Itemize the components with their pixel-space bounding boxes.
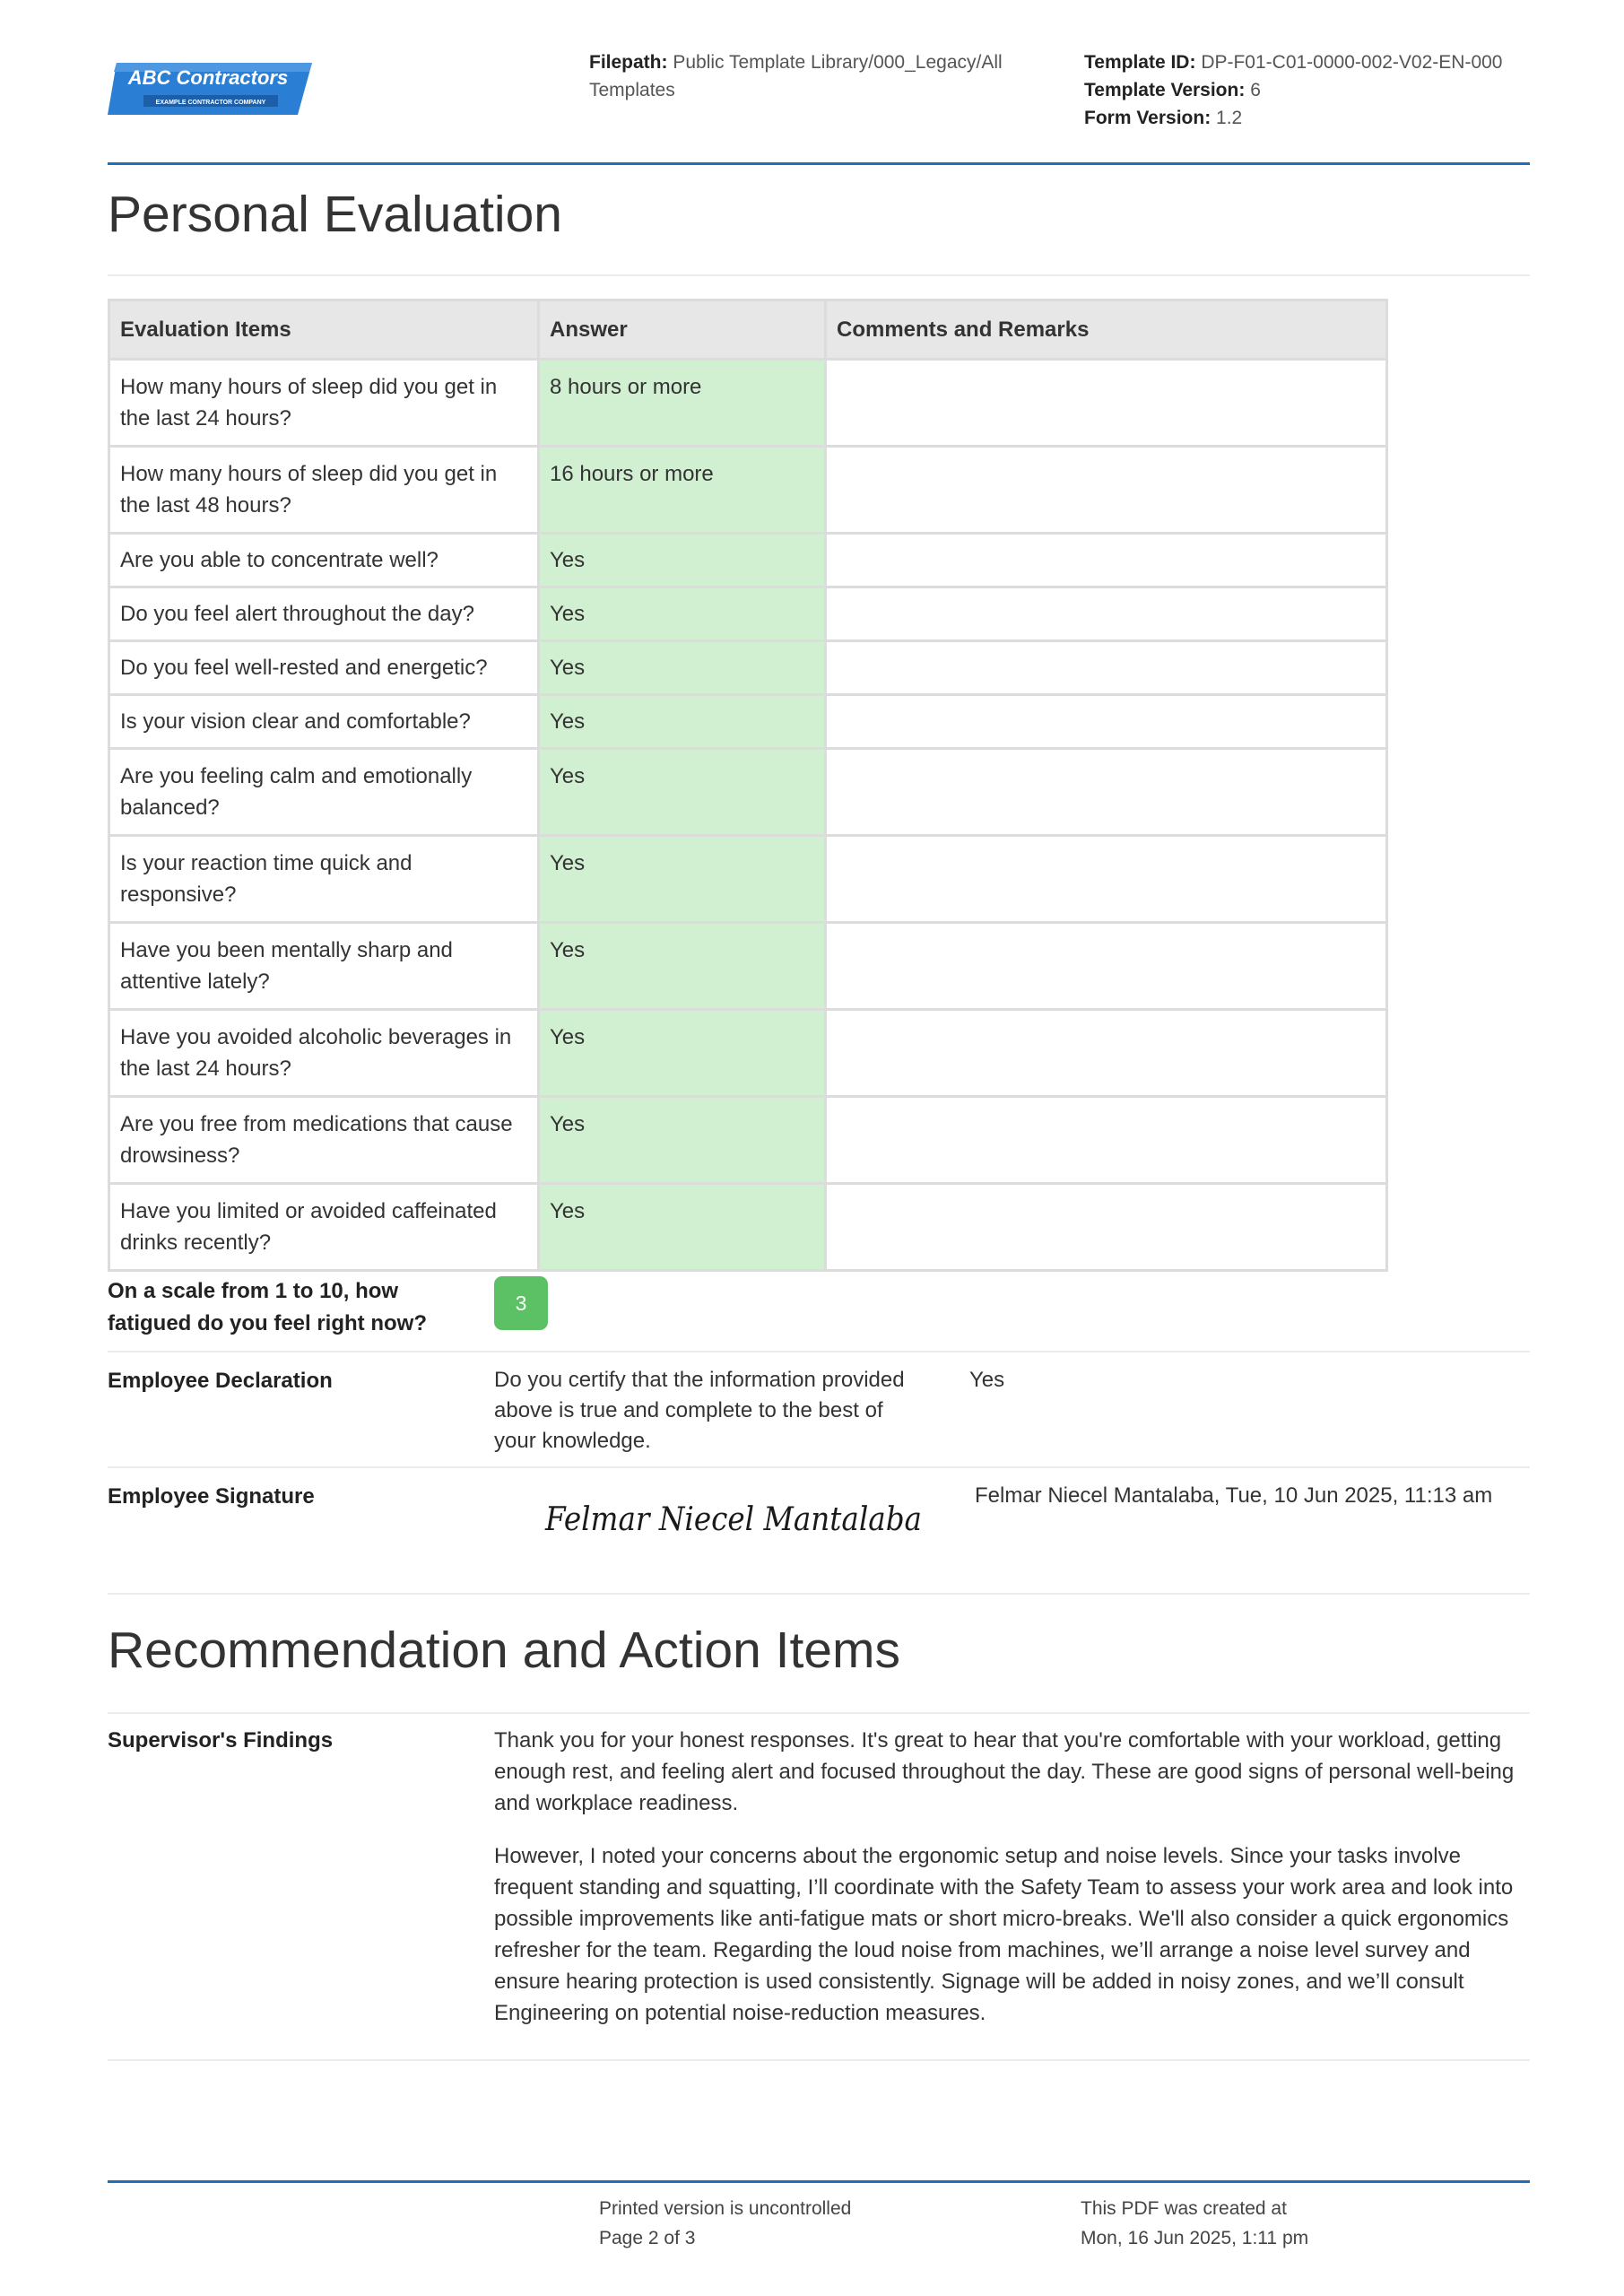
template-id-value: DP-F01-C01-0000-002-V02-EN-000: [1201, 52, 1503, 73]
column-header-items: Evaluation Items: [109, 300, 539, 360]
filepath-block: [589, 48, 1020, 104]
answer-cell: Yes: [539, 641, 826, 695]
section-divider: [108, 2059, 1530, 2061]
table-row: [109, 923, 1387, 1010]
row-divider: [108, 1466, 1530, 1468]
logo-tagline: EXAMPLE CONTRACTOR COMPANY: [155, 100, 266, 106]
page-number: Page 2 of 3: [599, 2228, 696, 2248]
signature-handwriting: Felmar Niecel Mantalaba: [544, 1501, 922, 1538]
signature-image: [536, 1489, 931, 1546]
signature-meta: Felmar Niecel Mantalaba, Tue, 10 Jun 2025, 11:13 am: [975, 1483, 1493, 1508]
answer-cell: Yes: [539, 1184, 826, 1271]
table-row: [109, 695, 1387, 749]
table-row: [109, 587, 1387, 641]
table-row: [109, 1097, 1387, 1184]
question-cell: How many hours of sleep did you get in the last 48 hours?: [109, 447, 539, 534]
answer-cell: Yes: [539, 749, 826, 836]
question-cell: Are you able to concentrate well?: [109, 534, 539, 587]
footer-left: [599, 2194, 851, 2253]
created-value: Mon, 16 Jun 2025, 1:11 pm: [1081, 2228, 1309, 2248]
template-meta: [1084, 48, 1586, 132]
comment-cell: [826, 1010, 1387, 1097]
footer-right: [1081, 2194, 1308, 2253]
filepath-label: Filepath:: [589, 52, 668, 73]
filepath-value: Public Template Library/000_Legacy/All Templates: [589, 52, 1003, 100]
logo-name: ABC Contractors: [127, 66, 289, 89]
section-title-recommendation: Recommendation and Action Items: [108, 1622, 900, 1679]
answer-cell: 8 hours or more: [539, 360, 826, 447]
answer-cell: Yes: [539, 587, 826, 641]
form-version-label: Form Version:: [1084, 108, 1211, 128]
template-id-label: Template ID:: [1084, 52, 1196, 73]
declaration-answer: Yes: [969, 1368, 1005, 1392]
section-divider: [108, 274, 1530, 276]
fatigue-score-badge: 3: [494, 1276, 548, 1330]
answer-cell: Yes: [539, 534, 826, 587]
comment-cell: [826, 587, 1387, 641]
comment-cell: [826, 447, 1387, 534]
question-cell: Have you limited or avoided caffeinated drinks recently?: [109, 1184, 539, 1271]
footer-divider: [108, 2180, 1530, 2183]
comment-cell: [826, 923, 1387, 1010]
table-row: [109, 641, 1387, 695]
created-label: This PDF was created at: [1081, 2198, 1287, 2219]
company-logo: [108, 59, 312, 118]
signature-label: Employee Signature: [108, 1484, 315, 1509]
findings-paragraph-1: Thank you for your honest responses. It's great to hear that you're comfortable with your workload, getting enough rest, and feeling alert and focused throughout the day. These are good signs of personal well-being and workplace readiness.: [494, 1728, 1515, 1815]
question-cell: Are you feeling calm and emotionally balanced?: [109, 749, 539, 836]
table-row: [109, 749, 1387, 836]
answer-cell: Yes: [539, 695, 826, 749]
section-title-personal-evaluation: Personal Evaluation: [108, 186, 562, 243]
comment-cell: [826, 641, 1387, 695]
comment-cell: [826, 534, 1387, 587]
declaration-question: Do you certify that the information provided above is true and complete to the best of your knowledge.: [494, 1368, 905, 1453]
comment-cell: [826, 749, 1387, 836]
question-cell: Have you been mentally sharp and attentive lately?: [109, 923, 539, 1010]
template-version-value: 6: [1250, 80, 1261, 100]
comment-cell: [826, 360, 1387, 447]
question-cell: Is your vision clear and comfortable?: [109, 695, 539, 749]
question-cell: Do you feel alert throughout the day?: [109, 587, 539, 641]
findings-paragraph-2: However, I noted your concerns about the ergonomic setup and noise levels. Since your tasks involve frequent standing and squatting, I’ll coordinate with the Safety Team to assess your work area and look into possible improvements like anti-fatigue mats or short micro-breaks. We'll also consider a quick ergonomics refresher for the team. Regarding the loud noise from machines, we’ll arrange a noise level survey and ensure hearing protection is used consistently. Signage will be added in noisy zones, and we’ll consult Engineering on potential noise-reduction measures.: [494, 1844, 1514, 2025]
header-divider: [108, 162, 1530, 165]
section-divider: [108, 1712, 1530, 1714]
question-cell: Do you feel well-rested and energetic?: [109, 641, 539, 695]
evaluation-table: [108, 299, 1388, 1272]
table-row: [109, 1184, 1387, 1271]
row-divider: [108, 1351, 1530, 1352]
answer-cell: Yes: [539, 1010, 826, 1097]
section-divider: [108, 1593, 1530, 1595]
comment-cell: [826, 1184, 1387, 1271]
form-version-value: 1.2: [1216, 108, 1243, 128]
table-row: [109, 360, 1387, 447]
question-cell: Are you free from medications that cause drowsiness?: [109, 1097, 539, 1184]
fatigue-question-label: On a scale from 1 to 10, how fatigued do you feel right now?: [108, 1279, 427, 1335]
table-row: [109, 447, 1387, 534]
comment-cell: [826, 695, 1387, 749]
answer-cell: 16 hours or more: [539, 447, 826, 534]
table-header-row: [109, 300, 1387, 360]
answer-cell: Yes: [539, 1097, 826, 1184]
supervisor-findings-label: Supervisor's Findings: [108, 1728, 334, 1752]
answer-cell: Yes: [539, 836, 826, 923]
table-row: [109, 534, 1387, 587]
template-version-label: Template Version:: [1084, 80, 1246, 100]
column-header-comments: Comments and Remarks: [826, 300, 1387, 360]
comment-cell: [826, 1097, 1387, 1184]
question-cell: How many hours of sleep did you get in the last 24 hours?: [109, 360, 539, 447]
uncontrolled-notice: Printed version is uncontrolled: [599, 2198, 852, 2219]
table-row: [109, 1010, 1387, 1097]
table-row: [109, 836, 1387, 923]
declaration-label: Employee Declaration: [108, 1369, 333, 1393]
answer-cell: Yes: [539, 923, 826, 1010]
question-cell: Is your reaction time quick and responsive?: [109, 836, 539, 923]
column-header-answer: Answer: [539, 300, 826, 360]
question-cell: Have you avoided alcoholic beverages in the last 24 hours?: [109, 1010, 539, 1097]
comment-cell: [826, 836, 1387, 923]
